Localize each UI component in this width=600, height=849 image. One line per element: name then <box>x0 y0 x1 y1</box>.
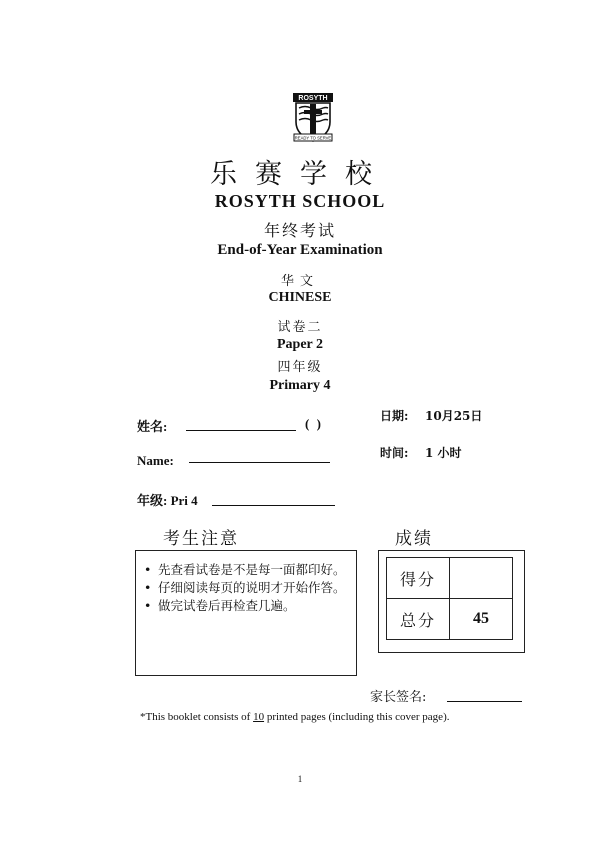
booklet-note <box>140 711 449 723</box>
parent-signature-label: 家长签名: <box>370 690 427 705</box>
register-number-brackets[interactable]: ( ) <box>305 416 323 431</box>
paper-chinese: 试卷二 <box>277 320 323 335</box>
name-english-line[interactable] <box>189 462 330 463</box>
score-obtained-value[interactable] <box>450 558 513 599</box>
level-chinese: 四年级 <box>277 360 323 375</box>
booklet-note-suffix: printed pages (including this cover page). <box>264 711 450 723</box>
level-english: Primary 4 <box>269 378 331 393</box>
parent-signature-line[interactable] <box>447 701 522 702</box>
subject-english: CHINESE <box>268 290 332 305</box>
booklet-page-count: 10 <box>253 711 265 723</box>
class-label: 年级: Pri 4 <box>137 493 198 508</box>
name-chinese-line[interactable] <box>186 430 296 431</box>
notice-item: • 先查看试卷是不是每一面都印好。 <box>144 561 350 578</box>
paper-english: Paper 2 <box>276 337 323 352</box>
date-label: 日期: <box>380 409 409 423</box>
name-chinese-label: 姓名: <box>137 419 168 434</box>
score-title: 成绩 <box>395 529 433 549</box>
class-line[interactable] <box>212 505 335 506</box>
exam-title-english: End-of-Year Examination <box>217 242 383 258</box>
score-box <box>378 550 525 653</box>
date-value: 10月25日 <box>425 409 483 423</box>
notice-box <box>135 550 357 676</box>
score-obtained-label: 得分 <box>387 558 450 599</box>
score-table <box>386 557 513 640</box>
name-english-label: Name: <box>137 453 174 468</box>
subject-chinese: 华文 <box>280 274 319 289</box>
notice-list <box>136 551 356 614</box>
school-name-english: ROSYTH SCHOOL <box>214 191 386 211</box>
crest-label: ROSYTH <box>298 95 328 103</box>
crest-motto: READY TO SERVE <box>294 135 332 141</box>
school-crest-logo <box>291 92 335 144</box>
score-total-label: 总分 <box>387 599 450 640</box>
page-number: 1 <box>297 774 303 784</box>
time-label: 时间: <box>380 446 409 460</box>
notice-title: 考生注意 <box>163 529 239 549</box>
school-name-chinese: 乐赛学校 <box>210 159 390 190</box>
notice-item: • 做完试卷后再检查几遍。 <box>144 597 350 614</box>
booklet-note-prefix: *This booklet consists of <box>140 711 254 723</box>
time-value: 1 小时 <box>425 446 462 460</box>
notice-item: • 仔细阅读每页的说明才开始作答。 <box>144 579 350 596</box>
exam-title-chinese: 年终考试 <box>263 221 336 240</box>
score-total-value: 45 <box>450 599 513 640</box>
